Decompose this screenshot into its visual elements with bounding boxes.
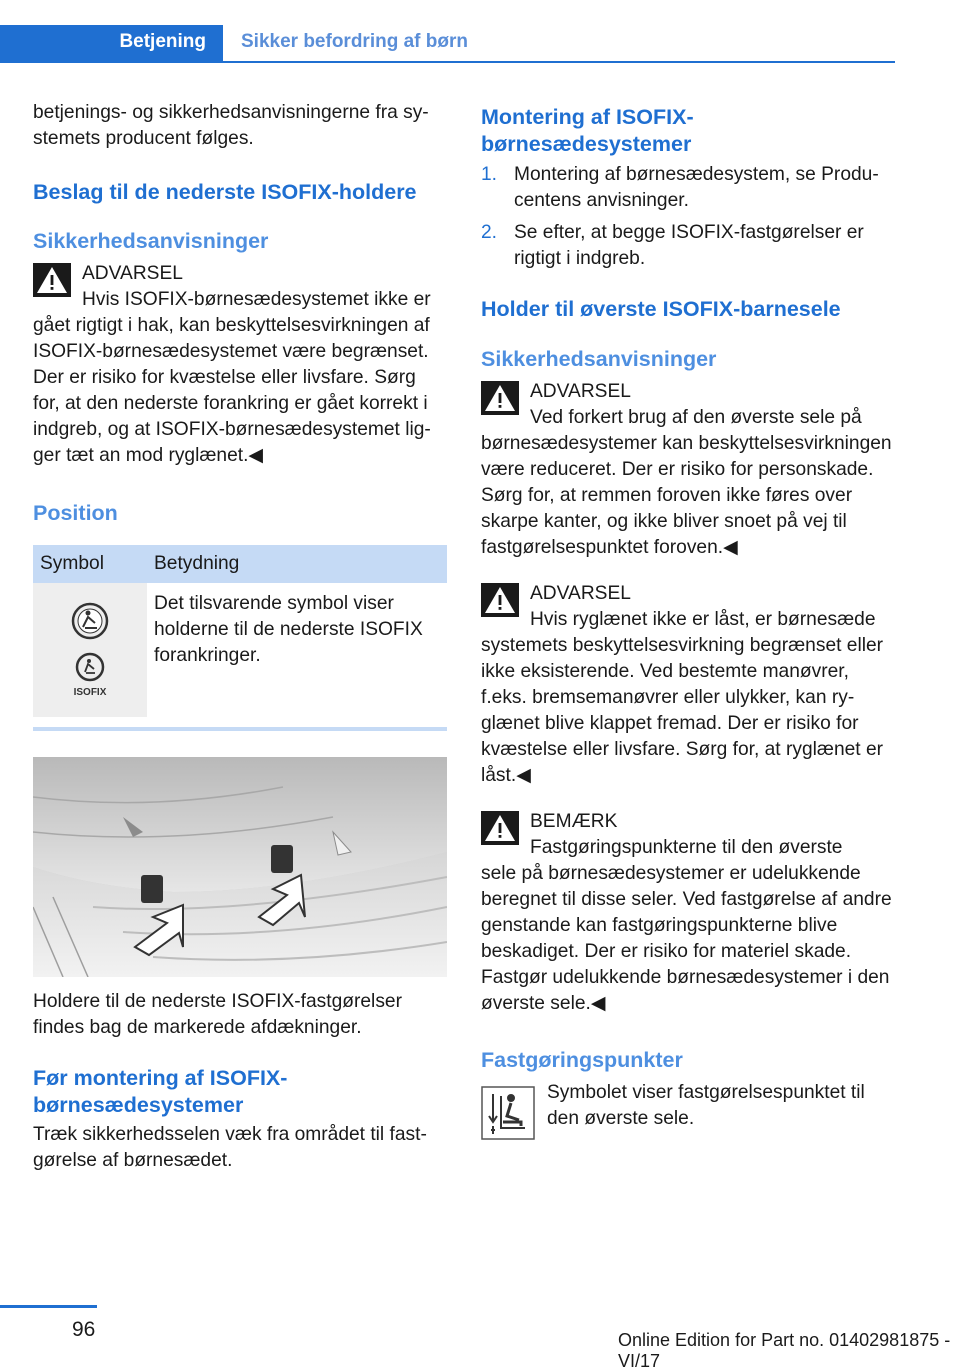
warning-icon bbox=[33, 263, 71, 297]
heading-anchor-points: Fastgøringspunkter bbox=[481, 1048, 683, 1072]
warning-text: gået rigtigt i hak, kan beskyttelsesvirkningen af ISOFIX-børnesædesystemet være begrænset. Der er risiko for kvæstelse eller livsfare. Sørg for, at den nederste forankring er gået korrekt i indgreb, og at ISOFIX-børnesædesystemet ligger tæt an mod ryglænet.◀ bbox=[33, 315, 431, 466]
anchor-text: Symbolet viser fastgørelsespunktet til den øverste sele. bbox=[547, 1082, 865, 1129]
right-column bbox=[481, 100, 895, 1142]
tab-betjening-label: Betjening bbox=[119, 31, 206, 52]
heading-mounting-isofix: Montering af ISOFIX-børnesædesystemer bbox=[481, 105, 694, 156]
mounting-steps bbox=[481, 162, 895, 272]
header-tab-bar bbox=[0, 25, 895, 63]
warning-text: systemets beskyttelsesvirkning begrænset eller ikke eksisterende. Ved bestemte manøvrer, f.eks. bremsemanøvrer eller ulykker, kan ryglænet blive klappet fremad. Der er risiko for kvæstelse eller livsfare. Sørg for, at ryglænet er låst.◀ bbox=[481, 635, 884, 786]
heading-safety-instructions-2: Sikkerhedsanvisninger bbox=[481, 347, 717, 371]
note-text-first: Fastgøringspunkterne til den øverste bbox=[530, 837, 843, 858]
before-mounting-text: Træk sikkerhedsselen væk fra området til fastgørelse af børnesædet. bbox=[33, 1124, 427, 1171]
heading-safety-instructions: Sikkerhedsanvisninger bbox=[33, 229, 269, 253]
heading-position: Position bbox=[33, 501, 118, 525]
photo-caption: Holdere til de nederste ISOFIX-fastgørelser findes bag de markerede afdækninger. bbox=[33, 991, 402, 1038]
note-title: BEMÆRK bbox=[530, 811, 618, 832]
step-text: Se efter, at begge ISOFIX-fastgørelser er rigtigt i indgreb. bbox=[514, 222, 864, 269]
isofix-symbol-label: ISOFIX bbox=[73, 687, 107, 698]
tab-sikker-befordring[interactable]: Sikker befordring af børn bbox=[241, 31, 468, 52]
table-bottom-rule bbox=[33, 727, 447, 731]
warning-title: ADVARSEL bbox=[530, 381, 631, 402]
note-warning-icon bbox=[481, 811, 519, 845]
note-text: sele på børnesædesystemer er udelukkende beregnet til disse seler. Ved fastgørelse af andre genstande kan fastgøringspunkterne blive beskadiget. Der er risiko for materiel skade. Fastgør udelukkende børnesædesystemer i den øverste sele.◀ bbox=[481, 863, 892, 1014]
heading-before-mounting: Før montering af ISOFIX-børnesædesystemer bbox=[33, 1066, 288, 1117]
heading-top-tether: Holder til øverste ISOFIX-barnesele bbox=[481, 297, 841, 321]
warning-box-2 bbox=[481, 379, 895, 561]
warning-text: børnesædesystemer kan beskyttelsesvirkningen være reduceret. Der er risiko for personskade. Sørg for, at remmen foroven ikke føres over skarpe kanter, og ikke bliver snoet på vej til fastgørelsespunktet foroven.◀ bbox=[481, 433, 892, 558]
step-text: Montering af børnesædesystem, se Producentens anvisninger. bbox=[514, 164, 879, 211]
rear-seat-isofix-photo bbox=[33, 757, 447, 977]
footer-rule bbox=[0, 1305, 97, 1308]
warning-box-3 bbox=[481, 581, 895, 789]
symbol-table bbox=[33, 545, 447, 717]
table-header-meaning: Betydning bbox=[147, 545, 447, 583]
tab-betjening[interactable] bbox=[0, 25, 223, 61]
warning-text-first: Hvis ISOFIX-børnesædesystemet ikke er bbox=[82, 289, 431, 310]
symbol-meaning-text: Det tilsvarende symbol viser holderne til de nederste ISOFIX forankringer. bbox=[154, 593, 423, 666]
step-2 bbox=[481, 220, 895, 272]
warning-box bbox=[33, 261, 447, 469]
warning-text-first: Hvis ryglænet ikke er låst, er børnesæde bbox=[530, 609, 876, 630]
warning-icon bbox=[481, 381, 519, 415]
top-tether-anchor-icon bbox=[481, 1086, 535, 1140]
warning-icon bbox=[481, 583, 519, 617]
isofix-symbol-icon bbox=[33, 583, 147, 709]
warning-title: ADVARSEL bbox=[530, 583, 631, 604]
edition-note: Online Edition for Part no. 01402981875 - VI/17 bbox=[618, 1330, 951, 1371]
left-column bbox=[33, 100, 447, 1174]
anchor-symbol-row bbox=[481, 1082, 895, 1142]
intro-text: betjenings- og sikkerhedsanvisningerne fra systemets producent følges. bbox=[33, 102, 429, 149]
step-number: 1. bbox=[481, 164, 498, 185]
symbol-cell bbox=[33, 583, 147, 717]
note-box bbox=[481, 809, 895, 1017]
warning-text-first: Ved forkert brug af den øverste sele på bbox=[530, 407, 862, 428]
heading-lower-isofix: Beslag til de nederste ISOFIX-holdere bbox=[33, 180, 417, 204]
table-header-symbol: Symbol bbox=[33, 545, 147, 583]
step-number: 2. bbox=[481, 222, 498, 243]
warning-title: ADVARSEL bbox=[82, 263, 183, 284]
step-1 bbox=[481, 162, 895, 214]
page-number: 96 bbox=[72, 1318, 96, 1341]
